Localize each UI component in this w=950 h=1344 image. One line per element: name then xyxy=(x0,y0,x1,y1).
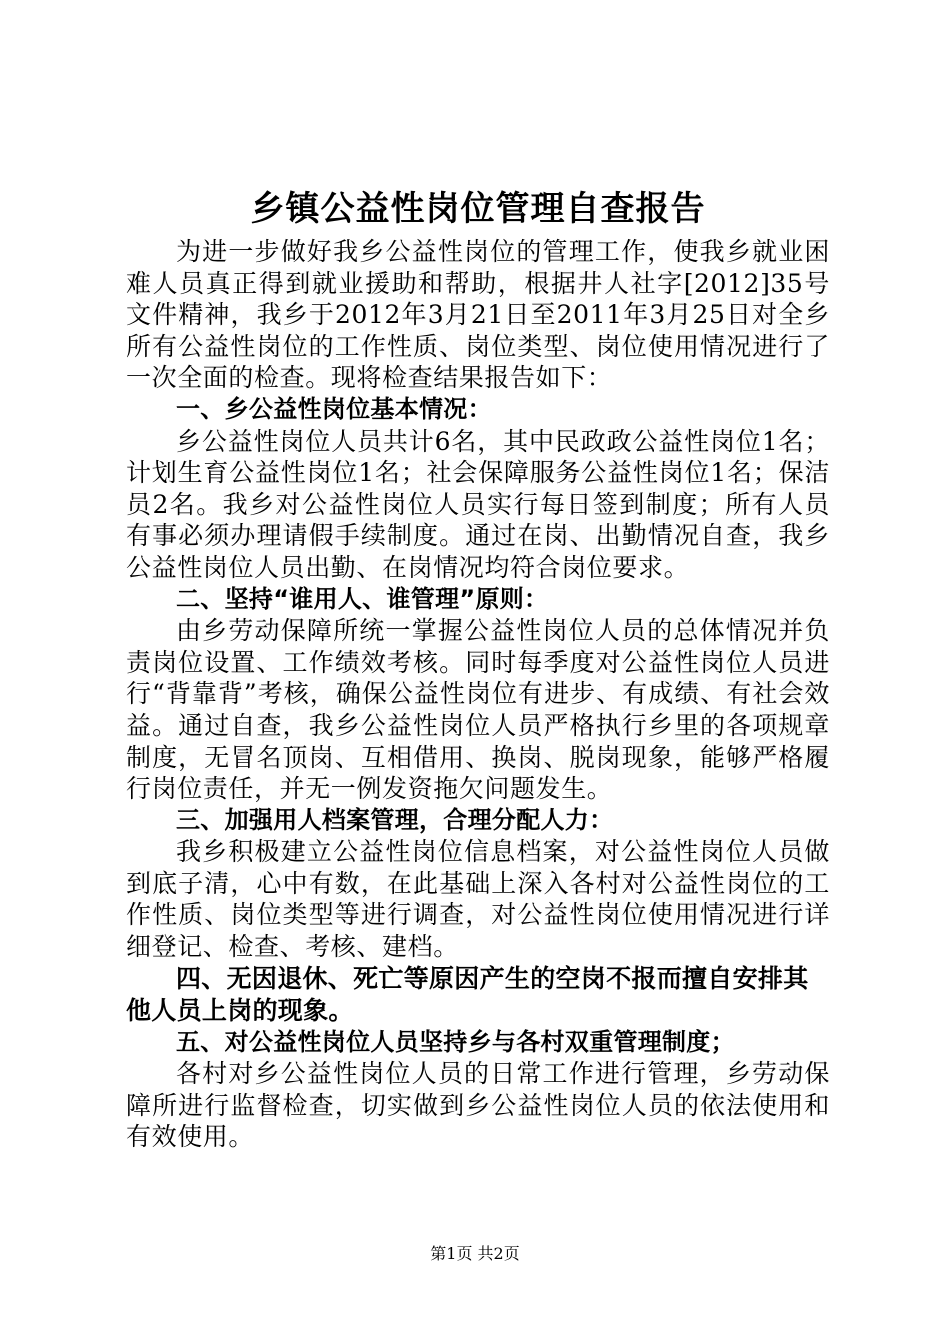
section-5-body: 各村对乡公益性岗位人员的日常工作进行管理，乡劳动保障所进行监督检查，切实做到乡公益性岗位人员的依法使用和有效使用。 xyxy=(126,1059,830,1152)
section-2-heading: 二、坚持“谁用人、谁管理”原则： xyxy=(176,584,549,613)
section-1-heading: 一、乡公益性岗位基本情况： xyxy=(176,394,492,423)
intro-paragraph: 为进一步做好我乡公益性岗位的管理工作，使我乡就业困难人员真正得到就业援助和帮助，根据井人社字[2012]35号文件精神，我乡于2012年3月21日至2011年3月25日对全乡所有公益性岗位的工作性质、岗位类型、岗位使用情况进行了一次全面的检查。现将检查结果报告如下： xyxy=(126,237,830,393)
document-page xyxy=(126,182,830,1153)
section-5-heading: 五、对公益性岗位人员坚持乡与各村双重管理制度； xyxy=(176,1027,735,1056)
section-2-body: 由乡劳动保障所统一掌握公益性岗位人员的总体情况并负责岗位设置、工作绩效考核。同时每季度对公益性岗位人员进行“背靠背”考核，确保公益性岗位有进步、有成绩、有社会效益。通过自查，我乡公益性岗位人员严格执行乡里的各项规章制度，无冒名顶岗、互相借用、换岗、脱岗现象，能够严格履行岗位责任，并无一例发资拖欠问题发生。 xyxy=(126,616,830,804)
section-3-body: 我乡积极建立公益性岗位信息档案，对公益性岗位人员做到底子清，心中有数，在此基础上深入各村对公益性岗位的工作性质、岗位类型等进行调查，对公益性岗位使用情况进行详细登记、检查、考核、建档。 xyxy=(126,837,830,962)
section-3-heading: 三、加强用人档案管理，合理分配人力： xyxy=(176,805,614,834)
section-1-body: 乡公益性岗位人员共计6名，其中民政政公益性岗位1名；计划生育公益性岗位1名；社会保障服务公益性岗位1名；保洁员2名。我乡对公益性岗位人员实行每日签到制度；所有人员有事必须办理请假手续制度。通过在岗、出勤情况自查，我乡公益性岗位人员出勤、在岗情况均符合岗位要求。 xyxy=(126,426,830,582)
page-footer: 第1页 共2页 xyxy=(430,1244,520,1263)
document-title: 乡镇公益性岗位管理自查报告 xyxy=(250,189,706,229)
section-4-heading: 四、无因退休、死亡等原因产生的空岗不报而擅自安排其他人员上岗的现象。 xyxy=(126,963,809,1025)
